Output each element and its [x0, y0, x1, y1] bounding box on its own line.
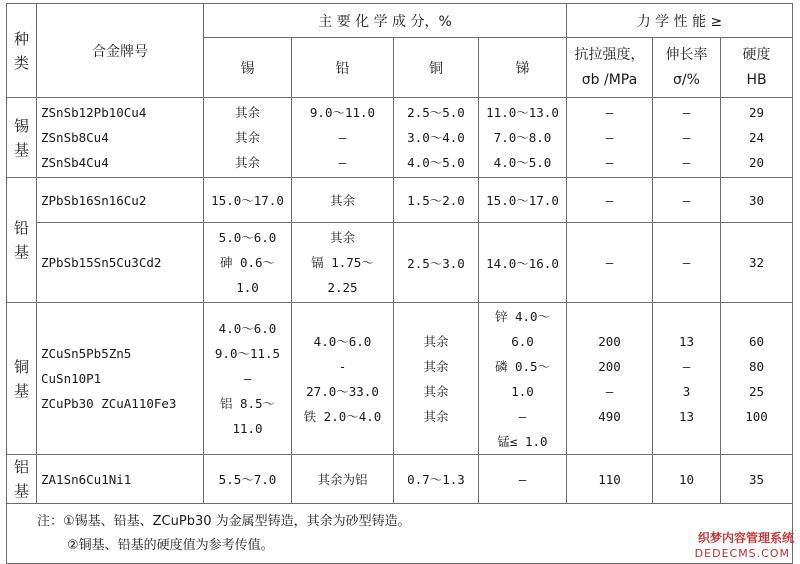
tin-cell: 5.5～7.0 [204, 455, 292, 504]
value-line: 其余 [423, 383, 449, 399]
kind-char: 基 [13, 140, 29, 159]
elongation-cell: 10 [653, 455, 721, 504]
grade-line: ZCuPb30 ZCuA110Fe3 [41, 396, 177, 411]
value-line: 29 [748, 105, 765, 120]
antimony-cell [479, 98, 567, 178]
value-line: 27.0～33.0 [306, 383, 379, 399]
strength-cell: — [567, 178, 653, 223]
value-line: 80 [748, 358, 765, 374]
note-2: ②铜基、铅基的硬度值为参考传值。 [67, 537, 274, 553]
value-line: 25 [748, 383, 765, 399]
kind-aluminum-based [7, 455, 37, 504]
header-strength [567, 38, 653, 98]
tin-cell: 15.0～17.0 [204, 178, 292, 223]
value-line: — [243, 371, 252, 386]
kind-char: 铝 [13, 458, 29, 476]
grade-cell: ZPbSb15Sn5Cu3Cd2 [37, 223, 204, 303]
grade-line: ZSnSb8Cu4 [41, 130, 109, 145]
kind-char: 铅 [13, 219, 29, 237]
lead-cell [292, 98, 394, 178]
kind-char: 基 [13, 243, 29, 261]
header-antimony: 锑 [479, 38, 567, 98]
copper-cell [394, 303, 479, 455]
tin-cell [204, 98, 292, 178]
copper-cell: 0.7～1.3 [394, 455, 479, 504]
notes-row [7, 504, 793, 564]
value-line: 4.0～5.0 [493, 155, 552, 170]
value-line: 1.0 [511, 383, 534, 399]
note-1: 注：①锡基、铅基、ZCuPb30 为金属型铸造，其余为砂型铸造。 [37, 513, 411, 529]
strength-cell: 110 [567, 455, 653, 504]
alloy-composition-table [6, 3, 793, 564]
antimony-cell: — [479, 455, 567, 504]
value-line: 20 [748, 155, 765, 170]
elongation-cell [653, 98, 721, 178]
value-line: 其余 [423, 333, 449, 349]
header-elongation-line: σ/% [673, 71, 700, 88]
elongation-cell: — [653, 223, 721, 303]
value-line: 其余 [234, 155, 260, 170]
antimony-cell: 14.0～16.0 [479, 223, 567, 303]
header-composition: 主 要 化 学 成 分，% [204, 4, 567, 38]
copper-cell: 2.5～3.0 [394, 223, 479, 303]
kind-char: 基 [13, 381, 29, 400]
value-line: — [682, 358, 691, 374]
value-line: 9.0～11.0 [309, 105, 376, 120]
lead-cell [292, 223, 394, 303]
header-elongation-line: 伸长率 [665, 46, 708, 63]
header-hardness-line: HB [746, 71, 767, 88]
copper-cell: 1.5～2.0 [394, 178, 479, 223]
header-kind-char: 种 [13, 29, 29, 48]
value-line: 11.0～13.0 [486, 105, 559, 120]
grade-cell: ZPbSb16Sn16Cu2 [37, 178, 204, 223]
elongation-cell [653, 303, 721, 455]
value-line: 2.5～5.0 [407, 105, 465, 120]
value-line: 镉 1.75～ [311, 255, 374, 270]
grade-line: ZSnSb12Pb10Cu4 [41, 105, 147, 120]
notes-cell [7, 504, 793, 564]
header-row-1 [7, 4, 793, 38]
value-line: 锰≤ 1.0 [497, 433, 548, 449]
value-line: 9.0～11.5 [214, 346, 281, 361]
grade-cell: ZA1Sn6Cu1Ni1 [37, 455, 204, 504]
value-line: 4.0～5.0 [407, 155, 465, 170]
hardness-cell [721, 98, 793, 178]
strength-cell [567, 98, 653, 178]
antimony-cell [479, 303, 567, 455]
value-line: 铁 2.0～4.0 [303, 408, 382, 424]
table-row [7, 223, 793, 303]
value-line: — [682, 155, 691, 170]
value-line: 锌 4.0～ [494, 308, 551, 324]
header-lead: 铅 [292, 38, 394, 98]
value-line: — [518, 408, 527, 424]
copper-cell [394, 98, 479, 178]
header-kind [7, 4, 37, 98]
value-line: 4.0～6.0 [313, 333, 372, 349]
value-line: 磷 0.5～ [494, 358, 551, 374]
value-line: 13 [678, 408, 695, 424]
value-line: 其余 [234, 105, 260, 120]
value-line: 5.0～6.0 [218, 230, 277, 245]
header-mechanical: 力 学 性 能 ≥ [567, 4, 793, 38]
value-line: - [338, 358, 347, 374]
table-row [7, 178, 793, 223]
value-line: 铝 8.5～ [219, 396, 276, 411]
header-kind-char: 类 [13, 53, 29, 72]
value-line: 6.0 [511, 333, 534, 349]
kind-char: 基 [13, 482, 29, 500]
tin-cell [204, 223, 292, 303]
kind-char: 锡 [13, 116, 29, 135]
antimony-cell: 15.0～17.0 [479, 178, 567, 223]
grade-line: CuSn10P1 [41, 371, 102, 386]
value-line: 其余 [234, 130, 260, 145]
hardness-cell: 32 [721, 223, 793, 303]
value-line: 3.0～4.0 [407, 130, 465, 145]
kind-copper-based [7, 303, 37, 455]
header-grade: 合金牌号 [37, 4, 204, 98]
grade-cell [37, 98, 204, 178]
grade-line: ZSnSb4Cu4 [41, 155, 109, 170]
grade-cell [37, 303, 204, 455]
value-line: — [682, 105, 691, 120]
table-row [7, 303, 793, 455]
value-line: 100 [745, 408, 768, 424]
value-line: 2.25 [327, 280, 358, 295]
table-row [7, 98, 793, 178]
grade-line: ZCuSn5Pb5Zn5 [41, 346, 132, 361]
value-line: 200 [598, 358, 621, 374]
value-line: 11.0 [232, 421, 263, 436]
value-line: 1.0 [236, 280, 259, 295]
value-line: — [605, 383, 614, 399]
lead-cell: 其余为铝 [292, 455, 394, 504]
lead-cell: 其余 [292, 178, 394, 223]
value-line: 3 [682, 383, 691, 399]
value-line: 其余 [329, 230, 355, 245]
value-line: 7.0～8.0 [493, 130, 552, 145]
elongation-cell: — [653, 178, 721, 223]
kind-tin-based [7, 98, 37, 178]
kind-char: 铜 [13, 357, 29, 376]
value-line: 24 [748, 130, 765, 145]
header-hardness-line: 硬度 [742, 46, 771, 63]
header-tin: 锡 [204, 38, 292, 98]
header-strength-line: σb /MPa [581, 71, 638, 88]
lead-cell [292, 303, 394, 455]
header-elongation [653, 38, 721, 98]
table-row [7, 455, 793, 504]
value-line: 其余 [423, 358, 449, 374]
watermark-title: 织梦内容管理系统 [697, 531, 794, 545]
value-line: — [338, 130, 347, 145]
value-line: — [605, 155, 614, 170]
value-line: — [605, 130, 614, 145]
hardness-cell: 30 [721, 178, 793, 223]
value-line: 60 [748, 333, 765, 349]
value-line: 4.0～6.0 [218, 321, 277, 336]
header-copper: 铜 [394, 38, 479, 98]
value-line: 490 [598, 408, 621, 424]
hardness-cell: 35 [721, 455, 793, 504]
tin-cell [204, 303, 292, 455]
header-strength-line: 抗拉强度， [574, 46, 645, 63]
value-line: 200 [598, 333, 621, 349]
strength-cell [567, 303, 653, 455]
value-line: — [605, 105, 614, 120]
hardness-cell [721, 303, 793, 455]
value-line: 砷 0.6～ [219, 255, 276, 270]
value-line: 其余 [423, 408, 449, 424]
watermark-url: DEDECMS.COM [694, 547, 790, 560]
kind-lead-based [7, 178, 37, 303]
strength-cell: — [567, 223, 653, 303]
value-line: — [682, 130, 691, 145]
value-line: — [338, 155, 347, 170]
header-hardness [721, 38, 793, 98]
value-line: 13 [678, 333, 695, 349]
